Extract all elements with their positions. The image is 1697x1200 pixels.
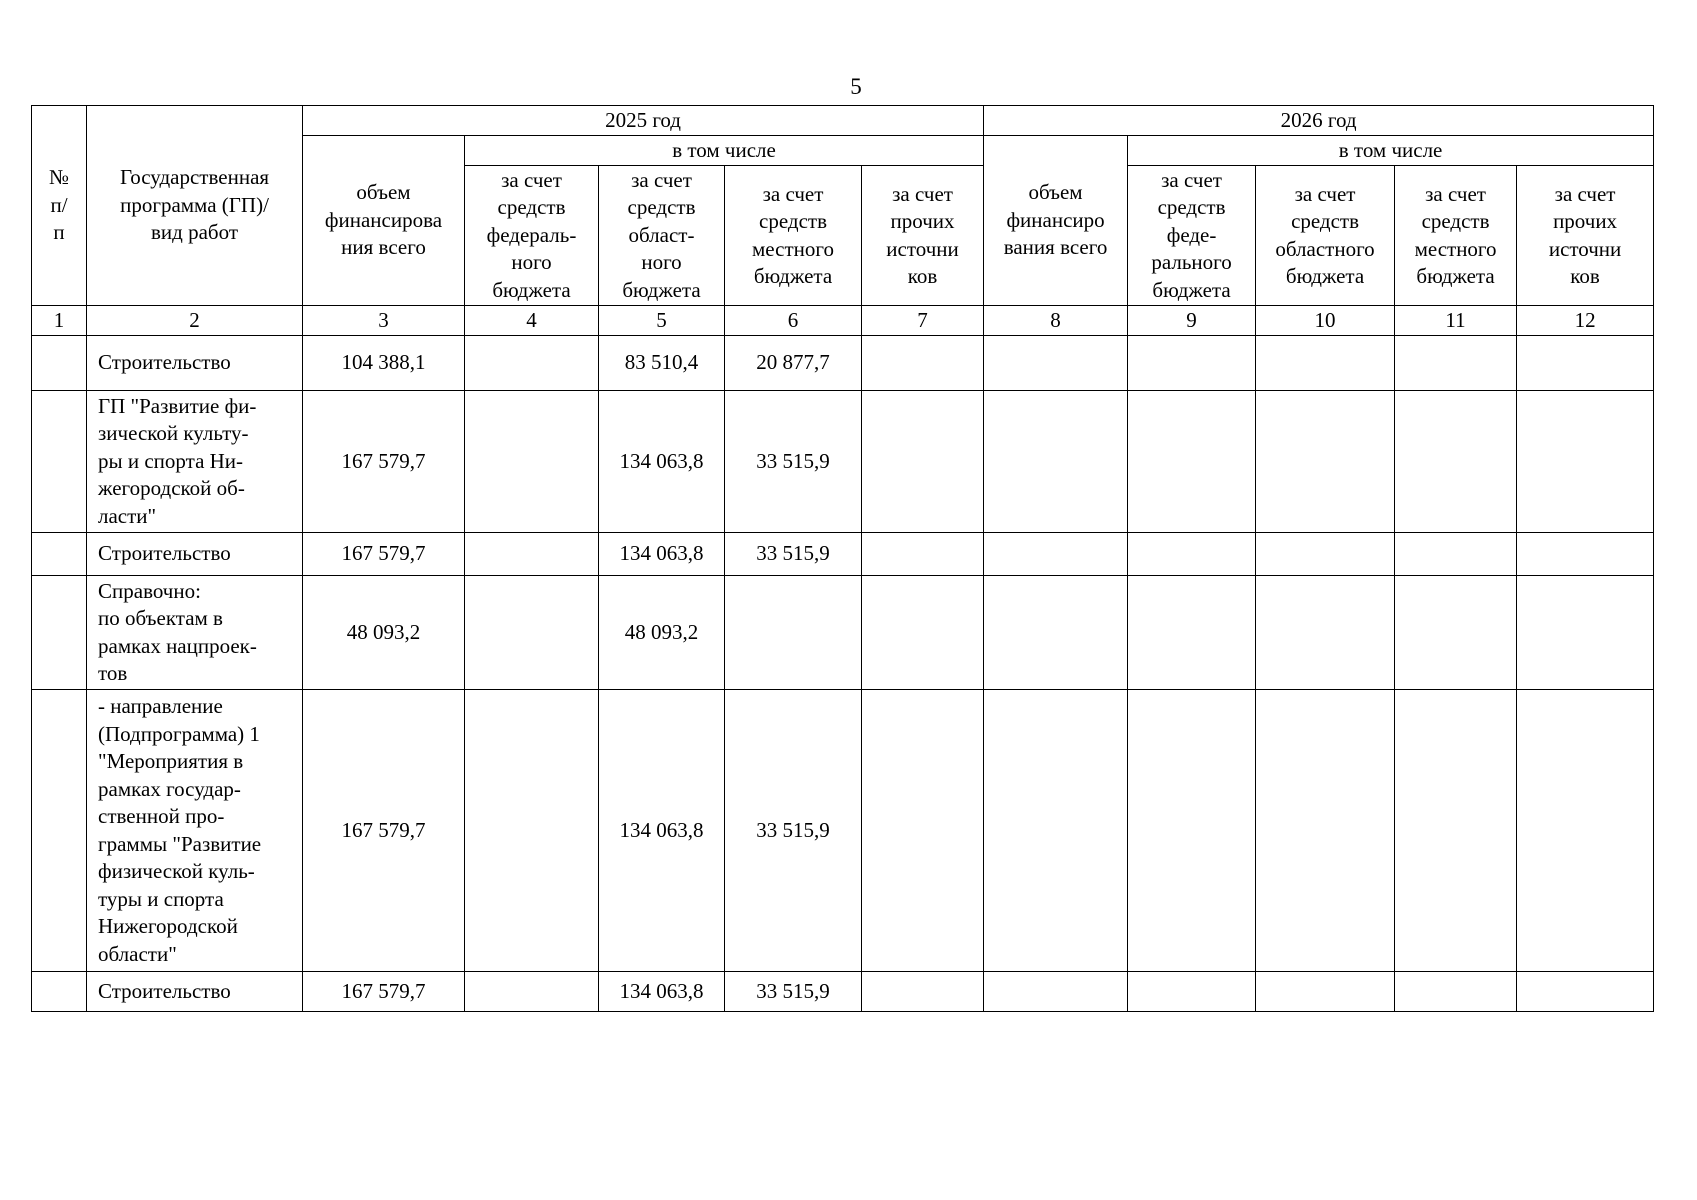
header-other-2026: за счет прочих источни ков <box>1517 166 1654 306</box>
row-other-2026 <box>1517 972 1654 1012</box>
row-regional-2025: 134 063,8 <box>599 690 725 972</box>
row-regional-2025: 48 093,2 <box>599 576 725 690</box>
header-local-2026: за счет средств местного бюджета <box>1395 166 1517 306</box>
row-other-2026 <box>1517 576 1654 690</box>
financing-table <box>31 105 1654 1012</box>
row-local-2025: 20 877,7 <box>725 336 862 391</box>
row-federal-2026 <box>1128 336 1256 391</box>
row-other-2026 <box>1517 336 1654 391</box>
row-federal-2026 <box>1128 391 1256 533</box>
row-federal-2026 <box>1128 576 1256 690</box>
row-num <box>32 972 87 1012</box>
row-regional-2026 <box>1256 972 1395 1012</box>
row-regional-2025: 134 063,8 <box>599 972 725 1012</box>
table-row <box>32 690 1654 972</box>
row-local-2026 <box>1395 690 1517 972</box>
table-row <box>32 533 1654 576</box>
column-number: 8 <box>984 306 1128 336</box>
row-num <box>32 391 87 533</box>
header-year-2026: 2026 год <box>984 106 1654 136</box>
row-federal-2025 <box>465 576 599 690</box>
page-number: 5 <box>850 74 862 99</box>
row-regional-2025: 134 063,8 <box>599 391 725 533</box>
column-number: 4 <box>465 306 599 336</box>
header-total-2026: объем финансиро вания всего <box>984 136 1128 306</box>
row-name: Строительство <box>87 336 303 391</box>
column-number: 6 <box>725 306 862 336</box>
row-other-2025 <box>862 972 984 1012</box>
row-local-2026 <box>1395 533 1517 576</box>
header-total-2025: объем финансирова ния всего <box>303 136 465 306</box>
row-total-2026 <box>984 391 1128 533</box>
row-federal-2025 <box>465 972 599 1012</box>
header-regional-2025: за счет средств област- ного бюджета <box>599 166 725 306</box>
row-federal-2025 <box>465 336 599 391</box>
row-federal-2026 <box>1128 690 1256 972</box>
header-program: Государственная программа (ГП)/ вид работ <box>87 106 303 306</box>
column-number: 10 <box>1256 306 1395 336</box>
row-other-2025 <box>862 533 984 576</box>
row-regional-2026 <box>1256 576 1395 690</box>
row-total-2025: 167 579,7 <box>303 972 465 1012</box>
header-including-2026: в том числе <box>1128 136 1654 166</box>
row-regional-2026 <box>1256 533 1395 576</box>
column-number: 12 <box>1517 306 1654 336</box>
header-federal-2025: за счет средств федераль- ного бюджета <box>465 166 599 306</box>
row-other-2025 <box>862 690 984 972</box>
row-other-2025 <box>862 391 984 533</box>
row-regional-2026 <box>1256 336 1395 391</box>
row-num <box>32 576 87 690</box>
row-name: ГП "Развитие фи- зической культу- ры и спорта Ни- жегородской об- ласти" <box>87 391 303 533</box>
row-regional-2025: 83 510,4 <box>599 336 725 391</box>
row-local-2026 <box>1395 391 1517 533</box>
row-local-2025: 33 515,9 <box>725 972 862 1012</box>
row-local-2025: 33 515,9 <box>725 533 862 576</box>
column-number-row <box>32 306 1654 336</box>
column-number: 11 <box>1395 306 1517 336</box>
row-federal-2025 <box>465 690 599 972</box>
row-federal-2026 <box>1128 533 1256 576</box>
row-num <box>32 336 87 391</box>
header-local-2025: за счет средств местного бюджета <box>725 166 862 306</box>
row-name: Строительство <box>87 533 303 576</box>
header-including-2025: в том числе <box>465 136 984 166</box>
row-total-2026 <box>984 533 1128 576</box>
row-federal-2025 <box>465 533 599 576</box>
row-local-2025: 33 515,9 <box>725 690 862 972</box>
column-number: 3 <box>303 306 465 336</box>
row-other-2025 <box>862 336 984 391</box>
header-num: № п/ п <box>32 106 87 306</box>
row-total-2025: 167 579,7 <box>303 391 465 533</box>
column-number: 2 <box>87 306 303 336</box>
row-other-2026 <box>1517 690 1654 972</box>
header-year-2025: 2025 год <box>303 106 984 136</box>
row-name: Строительство <box>87 972 303 1012</box>
table-row <box>32 972 1654 1012</box>
row-num <box>32 690 87 972</box>
row-total-2025: 167 579,7 <box>303 690 465 972</box>
column-number: 1 <box>32 306 87 336</box>
row-local-2026 <box>1395 576 1517 690</box>
row-total-2026 <box>984 576 1128 690</box>
row-regional-2025: 134 063,8 <box>599 533 725 576</box>
row-other-2025 <box>862 576 984 690</box>
row-total-2025: 104 388,1 <box>303 336 465 391</box>
column-number: 7 <box>862 306 984 336</box>
header-row-years <box>32 106 1654 136</box>
row-local-2025 <box>725 576 862 690</box>
row-local-2026 <box>1395 972 1517 1012</box>
row-total-2026 <box>984 690 1128 972</box>
header-federal-2026: за счет средств феде- рального бюджета <box>1128 166 1256 306</box>
table-row <box>32 336 1654 391</box>
row-num <box>32 533 87 576</box>
header-regional-2026: за счет средств областного бюджета <box>1256 166 1395 306</box>
row-regional-2026 <box>1256 391 1395 533</box>
row-federal-2025 <box>465 391 599 533</box>
row-name: - направление (Подпрограмма) 1 "Мероприятия в рамках государ- ственной про- граммы "Развитие физической куль- туры и спорта Нижегородской области" <box>87 690 303 972</box>
row-other-2026 <box>1517 391 1654 533</box>
table-row <box>32 391 1654 533</box>
row-federal-2026 <box>1128 972 1256 1012</box>
row-total-2026 <box>984 972 1128 1012</box>
table-row <box>32 576 1654 690</box>
column-number: 9 <box>1128 306 1256 336</box>
row-local-2026 <box>1395 336 1517 391</box>
row-other-2026 <box>1517 533 1654 576</box>
row-regional-2026 <box>1256 690 1395 972</box>
row-total-2025: 48 093,2 <box>303 576 465 690</box>
header-other-2025: за счет прочих источни ков <box>862 166 984 306</box>
row-local-2025: 33 515,9 <box>725 391 862 533</box>
row-name: Справочно: по объектам в рамках нацпроек- тов <box>87 576 303 690</box>
column-number: 5 <box>599 306 725 336</box>
row-total-2026 <box>984 336 1128 391</box>
row-total-2025: 167 579,7 <box>303 533 465 576</box>
